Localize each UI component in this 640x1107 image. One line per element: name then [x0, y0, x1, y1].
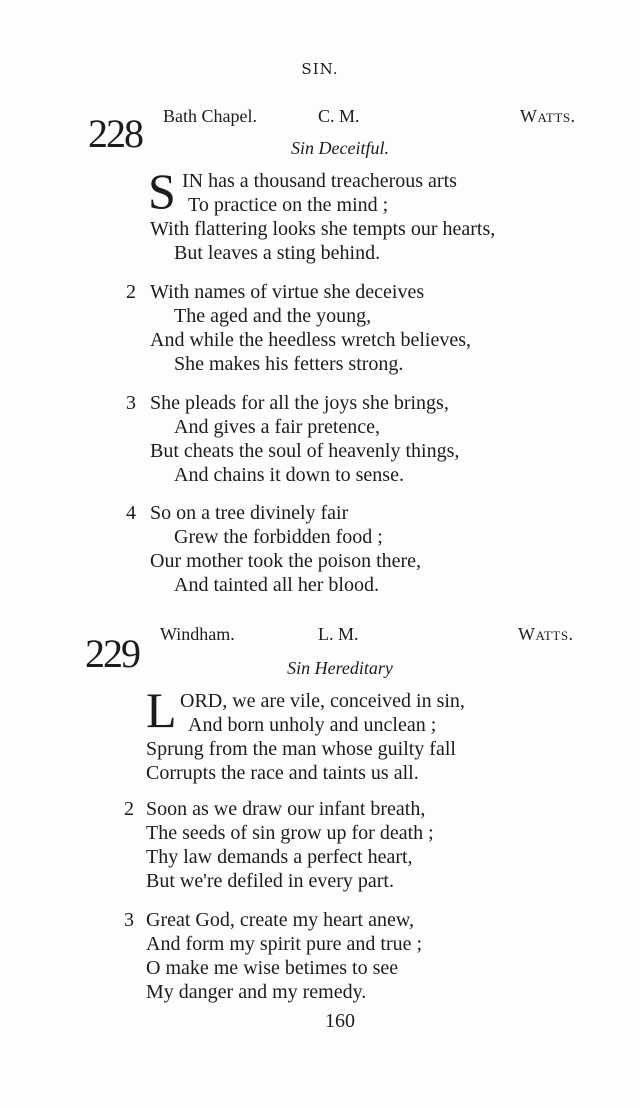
- verse-line: With flattering looks she tempts our hearts,: [150, 218, 496, 240]
- tune-name: Windham.: [160, 624, 235, 644]
- verse-number: 2: [124, 798, 134, 820]
- verse-line: Our mother took the poison there,: [150, 550, 422, 572]
- verse-number: 3: [126, 392, 136, 414]
- meter: L. M.: [318, 624, 359, 644]
- verse-line: O make me wise betimes to see: [146, 957, 399, 979]
- verse-line: But cheats the soul of heavenly things,: [150, 440, 460, 462]
- drop-cap: S: [148, 163, 176, 219]
- verse-line: And chains it down to sense.: [174, 464, 404, 486]
- verse-line: And tainted all her blood.: [174, 574, 379, 596]
- author: Watts.: [518, 624, 574, 644]
- verse-number: 4: [126, 502, 136, 524]
- verse-line: But we're defiled in every part.: [146, 870, 394, 892]
- verse-line: With names of virtue she deceives: [150, 281, 425, 303]
- verse-line: But leaves a sting behind.: [174, 242, 381, 264]
- verse-line: My danger and my remedy.: [146, 981, 367, 1003]
- tune-name: Bath Chapel.: [163, 106, 257, 126]
- verse-line: To practice on the mind ;: [188, 194, 389, 216]
- hymn-number: 228: [88, 111, 142, 156]
- page-number: 160: [325, 1010, 355, 1032]
- verse-line: And form my spirit pure and true ;: [146, 933, 423, 955]
- verse-line: And born unholy and unclean ;: [188, 714, 437, 736]
- running-header: SIN.: [301, 60, 339, 78]
- verse-line: And while the heedless wretch believes,: [150, 329, 472, 351]
- verse-line: She makes his fetters strong.: [174, 353, 404, 375]
- verse-line: The seeds of sin grow up for death ;: [146, 822, 434, 844]
- verse-line: Corrupts the race and taints us all.: [146, 762, 419, 784]
- verse-line: Thy law demands a perfect heart,: [146, 846, 413, 868]
- hymn-number: 229: [85, 631, 139, 676]
- verse-line: So on a tree divinely fair: [150, 502, 349, 524]
- hymn-subtitle: Sin Deceitful.: [291, 138, 389, 158]
- verse-number: 3: [124, 909, 134, 931]
- verse-line: She pleads for all the joys she brings,: [150, 392, 449, 414]
- verse-line: Sprung from the man whose guilty fall: [146, 738, 456, 760]
- verse-line: IN has a thousand treacherous arts: [182, 170, 457, 192]
- meter: C. M.: [318, 106, 360, 126]
- verse-line: The aged and the young,: [174, 305, 372, 327]
- verse-line: ORD, we are vile, conceived in sin,: [180, 690, 465, 712]
- verse-line: Great God, create my heart anew,: [146, 909, 415, 931]
- drop-cap: L: [146, 682, 177, 738]
- hymn-subtitle: Sin Hereditary: [287, 658, 393, 678]
- author: Watts.: [520, 106, 576, 126]
- verse-line: And gives a fair pretence,: [174, 416, 381, 438]
- verse-number: 2: [126, 281, 136, 303]
- verse-line: Grew the forbidden food ;: [174, 526, 383, 548]
- verse-line: Soon as we draw our infant breath,: [146, 798, 426, 820]
